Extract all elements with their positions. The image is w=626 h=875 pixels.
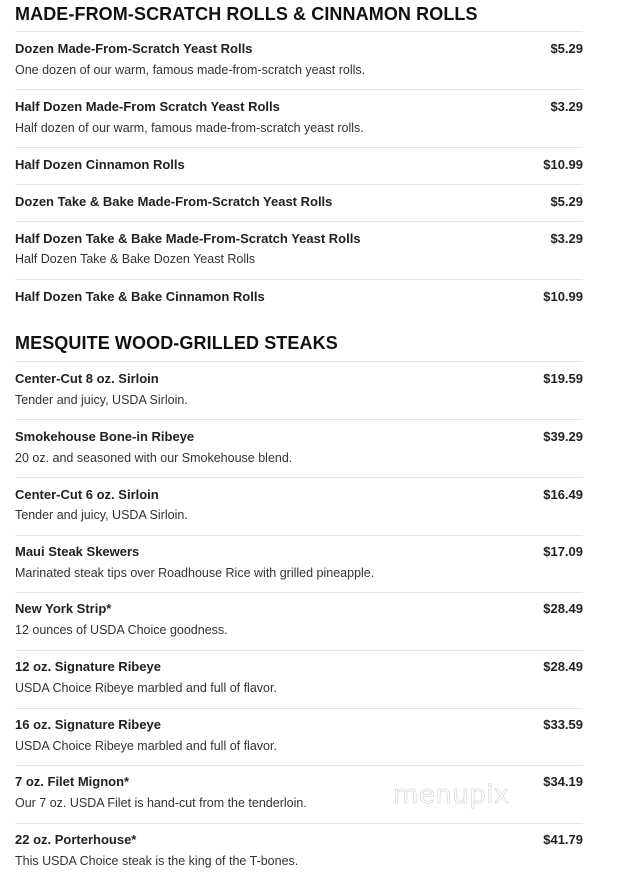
item-price: $3.29 bbox=[550, 99, 583, 114]
item-price: $5.29 bbox=[550, 41, 583, 56]
menu-item bbox=[15, 147, 583, 184]
menu-item bbox=[15, 361, 583, 419]
menu-item bbox=[15, 823, 583, 875]
item-price: $10.99 bbox=[543, 289, 583, 304]
item-description: One dozen of our warm, famous made-from-scratch yeast rolls. bbox=[15, 63, 366, 77]
item-name: Half Dozen Take & Bake Cinnamon Rolls bbox=[15, 289, 265, 304]
item-description: USDA Choice Ribeye marbled and full of flavor. bbox=[15, 681, 277, 695]
menu-item bbox=[15, 650, 583, 708]
item-price: $34.19 bbox=[543, 774, 583, 789]
menu-item bbox=[15, 279, 583, 316]
item-price: $19.59 bbox=[543, 371, 583, 386]
menu-item bbox=[15, 31, 583, 89]
section-title-rolls: MADE-FROM-SCRATCH ROLLS & CINNAMON ROLLS bbox=[15, 4, 478, 24]
item-name: Half Dozen Take & Bake Made-From-Scratch Yeast Rolls bbox=[15, 231, 361, 246]
item-description: Tender and juicy, USDA Sirloin. bbox=[15, 508, 188, 522]
item-name: 12 oz. Signature Ribeye bbox=[15, 659, 161, 674]
item-name: Smokehouse Bone-in Ribeye bbox=[15, 429, 195, 444]
item-price: $10.99 bbox=[543, 157, 583, 172]
item-description: Marinated steak tips over Roadhouse Rice with grilled pineapple. bbox=[15, 566, 375, 580]
menu-item bbox=[15, 592, 583, 650]
item-price: $17.09 bbox=[543, 544, 583, 559]
item-price: $3.29 bbox=[550, 231, 583, 246]
item-name: Center-Cut 8 oz. Sirloin bbox=[15, 371, 159, 386]
item-price: $28.49 bbox=[543, 659, 583, 674]
item-name: Center-Cut 6 oz. Sirloin bbox=[15, 487, 159, 502]
item-name: Maui Steak Skewers bbox=[15, 544, 140, 559]
item-description: Our 7 oz. USDA Filet is hand-cut from the tenderloin. bbox=[15, 796, 307, 810]
item-description: Tender and juicy, USDA Sirloin. bbox=[15, 393, 188, 407]
item-description: 12 ounces of USDA Choice goodness. bbox=[15, 623, 228, 637]
item-price: $33.59 bbox=[543, 717, 583, 732]
item-name: Dozen Made-From-Scratch Yeast Rolls bbox=[15, 41, 253, 56]
item-name: 22 oz. Porterhouse* bbox=[15, 832, 137, 847]
item-description: Half dozen of our warm, famous made-from-scratch yeast rolls. bbox=[15, 121, 364, 135]
item-name: 16 oz. Signature Ribeye bbox=[15, 717, 161, 732]
item-price: $16.49 bbox=[543, 487, 583, 502]
item-description: 20 oz. and seasoned with our Smokehouse blend. bbox=[15, 451, 293, 465]
item-name: 7 oz. Filet Mignon* bbox=[15, 774, 130, 789]
item-price: $5.29 bbox=[550, 194, 583, 209]
item-name: Half Dozen Made-From Scratch Yeast Rolls bbox=[15, 99, 280, 114]
item-name: Dozen Take & Bake Made-From-Scratch Yeast Rolls bbox=[15, 194, 333, 209]
menu-item bbox=[15, 89, 583, 147]
item-name: New York Strip* bbox=[15, 601, 112, 616]
item-price: $39.29 bbox=[543, 429, 583, 444]
menu-item bbox=[15, 708, 583, 766]
menu-item bbox=[15, 535, 583, 593]
item-price: $28.49 bbox=[543, 601, 583, 616]
watermark-logo: menupix bbox=[393, 780, 510, 810]
menu-item bbox=[15, 419, 583, 477]
menu-item bbox=[15, 477, 583, 535]
item-price: $41.79 bbox=[543, 832, 583, 847]
item-name: Half Dozen Cinnamon Rolls bbox=[15, 157, 185, 172]
menu-item bbox=[15, 184, 583, 221]
section-title-steaks: MESQUITE WOOD-GRILLED STEAKS bbox=[15, 333, 338, 353]
menu-item bbox=[15, 221, 583, 279]
item-description: Half Dozen Take & Bake Dozen Yeast Rolls bbox=[15, 252, 256, 266]
item-description: This USDA Choice steak is the king of the T-bones. bbox=[15, 854, 299, 868]
item-description: USDA Choice Ribeye marbled and full of flavor. bbox=[15, 739, 277, 753]
